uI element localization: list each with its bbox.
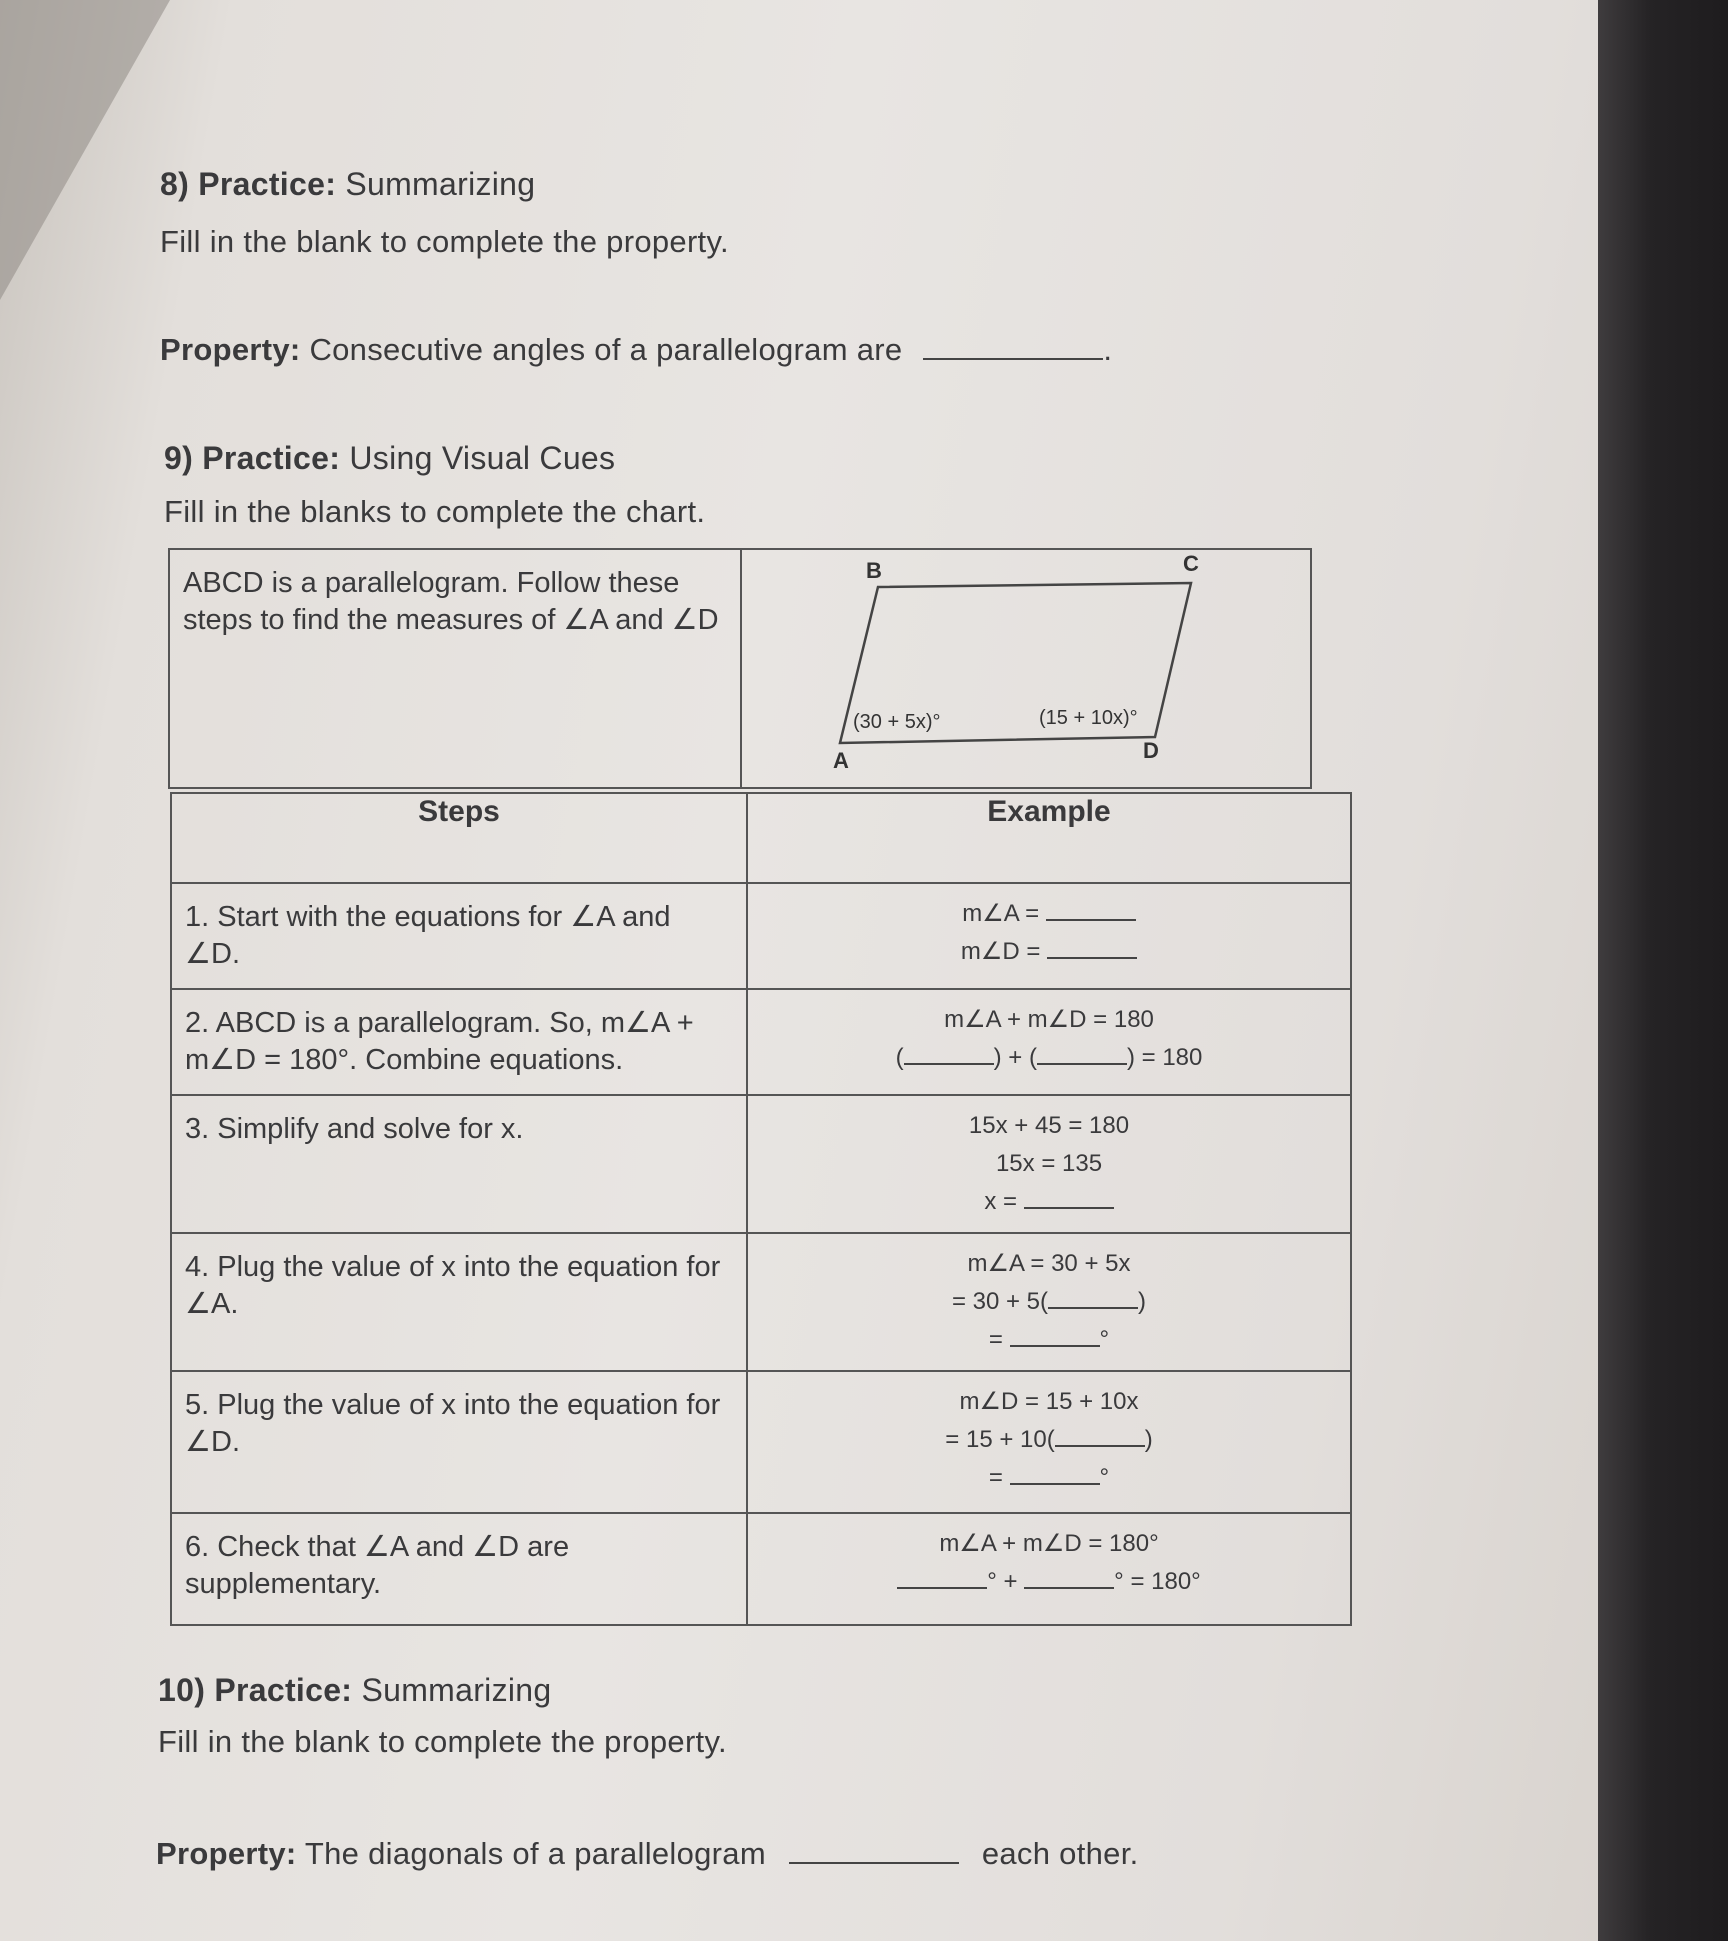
page-corner-shadow — [0, 0, 170, 300]
q10-instruction: Fill in the blank to complete the property. — [158, 1724, 727, 1759]
q8-property-label: Property: — [160, 332, 301, 367]
q10-property-end: each other. — [981, 1836, 1139, 1871]
vertex-b-label: B — [866, 558, 882, 583]
step-5-equals: = — [988, 1464, 1003, 1491]
q8-property-text: Consecutive angles of a parallelogram are — [309, 332, 903, 367]
steps-header: Steps — [171, 793, 747, 883]
step-6-line-1: m∠A + m∠D = 180° — [939, 1530, 1159, 1557]
q8-answer-blank[interactable] — [923, 358, 1103, 360]
step-2-equals: ) = 180 — [1126, 1044, 1203, 1071]
step-2-example — [749, 991, 1349, 1077]
step-row-6 — [171, 1513, 1351, 1625]
step-4-equals: = — [988, 1326, 1003, 1353]
angle-a-expression: (30 + 5x)° — [853, 711, 941, 733]
q9-heading — [164, 440, 615, 477]
vertex-c-label: C — [1183, 551, 1199, 576]
m-angle-a-blank[interactable] — [1046, 919, 1136, 921]
m-angle-d-blank[interactable] — [1047, 957, 1137, 959]
step-1-example — [749, 885, 1349, 971]
figure-cell — [741, 549, 1311, 788]
q10-property-label: Property: — [156, 1836, 297, 1871]
step-5-line-1: m∠D = 15 + 10x — [959, 1388, 1139, 1415]
q9-instruction: Fill in the blanks to complete the chart. — [164, 494, 706, 529]
intro-text-cell — [169, 549, 741, 788]
step-4-line-2: = 30 + 5( — [951, 1288, 1049, 1315]
step-5-close-paren: ) — [1144, 1426, 1153, 1453]
combine-blank-2[interactable] — [1037, 1063, 1127, 1065]
step-5-example — [749, 1373, 1349, 1497]
q10-heading — [158, 1672, 551, 1709]
step-6-text: 6. Check that ∠A and ∠D are supplementary. — [185, 1531, 570, 1600]
steps-table — [170, 792, 1352, 1626]
step-5-text: 5. Plug the value of x into the equation for ∠D. — [185, 1389, 721, 1458]
intro-table — [168, 548, 1312, 789]
q8-instruction: Fill in the blank to complete the property. — [160, 224, 729, 259]
step-1-line-1: m∠A = — [962, 900, 1040, 927]
parallelogram-figure — [743, 551, 1309, 781]
q9-topic: Using Visual Cues — [349, 440, 616, 476]
step-row-4 — [171, 1233, 1351, 1371]
step-4-degree: ° — [1099, 1326, 1110, 1353]
step-3-line-3: x = — [984, 1188, 1017, 1215]
x-sub-blank-d[interactable] — [1055, 1445, 1145, 1447]
angle-d-result-blank[interactable] — [1010, 1483, 1100, 1485]
step-row-2 — [171, 989, 1351, 1095]
intro-text: ABCD is a parallelogram. Follow these steps to find the measures of ∠A and ∠D — [183, 567, 719, 636]
q8-period: . — [1103, 332, 1113, 367]
step-row-1 — [171, 883, 1351, 989]
step-6-plus: ° + — [987, 1568, 1018, 1595]
check-blank-a[interactable] — [897, 1587, 987, 1589]
background-edge — [1598, 0, 1728, 1941]
vertex-d-label: D — [1143, 738, 1159, 763]
step-2-open-paren: ( — [895, 1044, 904, 1071]
x-sub-blank-a[interactable] — [1048, 1307, 1138, 1309]
example-header: Example — [747, 793, 1351, 883]
q8-heading — [160, 166, 535, 203]
q9-number: 9) — [164, 440, 194, 476]
vertex-a-label: A — [833, 748, 849, 773]
step-1-line-2: m∠D = — [960, 938, 1041, 965]
q8-property — [160, 332, 1112, 368]
step-2-plus: ) + ( — [993, 1044, 1037, 1071]
step-2-text: 2. ABCD is a parallelogram. So, m∠A + m∠D = 180°. Combine equations. — [185, 1007, 694, 1076]
q8-topic: Summarizing — [345, 166, 536, 202]
step-3-text: 3. Simplify and solve for x. — [185, 1113, 524, 1145]
angle-d-expression: (15 + 10x)° — [1039, 707, 1138, 729]
q10-answer-blank[interactable] — [789, 1862, 959, 1864]
q10-topic: Summarizing — [361, 1672, 552, 1708]
step-3-line-1: 15x + 45 = 180 — [968, 1112, 1130, 1139]
q10-label: Practice: — [214, 1672, 353, 1708]
step-4-text: 4. Plug the value of x into the equation for ∠A. — [185, 1251, 721, 1320]
step-5-degree: ° — [1099, 1464, 1110, 1491]
q9-label: Practice: — [202, 440, 341, 476]
q10-number: 10) — [158, 1672, 206, 1708]
q10-property-text: The diagonals of a parallelogram — [304, 1836, 766, 1871]
q8-number: 8) — [160, 166, 190, 202]
step-3-line-2: 15x = 135 — [995, 1150, 1103, 1177]
step-6-example — [749, 1515, 1349, 1601]
q8-label: Practice: — [198, 166, 337, 202]
step-3-example — [749, 1097, 1349, 1221]
x-value-blank[interactable] — [1024, 1207, 1114, 1209]
step-row-5 — [171, 1371, 1351, 1513]
step-5-line-2: = 15 + 10( — [945, 1426, 1055, 1453]
step-4-line-1: m∠A = 30 + 5x — [967, 1250, 1131, 1277]
step-1-text: 1. Start with the equations for ∠A and ∠D. — [185, 901, 671, 970]
step-row-3 — [171, 1095, 1351, 1233]
step-2-line-1: m∠A + m∠D = 180 — [944, 1006, 1154, 1033]
angle-a-result-blank[interactable] — [1010, 1345, 1100, 1347]
check-blank-d[interactable] — [1024, 1587, 1114, 1589]
step-6-equals: ° = 180° — [1114, 1568, 1201, 1595]
step-4-close-paren: ) — [1138, 1288, 1147, 1315]
combine-blank-1[interactable] — [904, 1063, 994, 1065]
q10-property — [156, 1836, 1139, 1872]
step-4-example — [749, 1235, 1349, 1359]
